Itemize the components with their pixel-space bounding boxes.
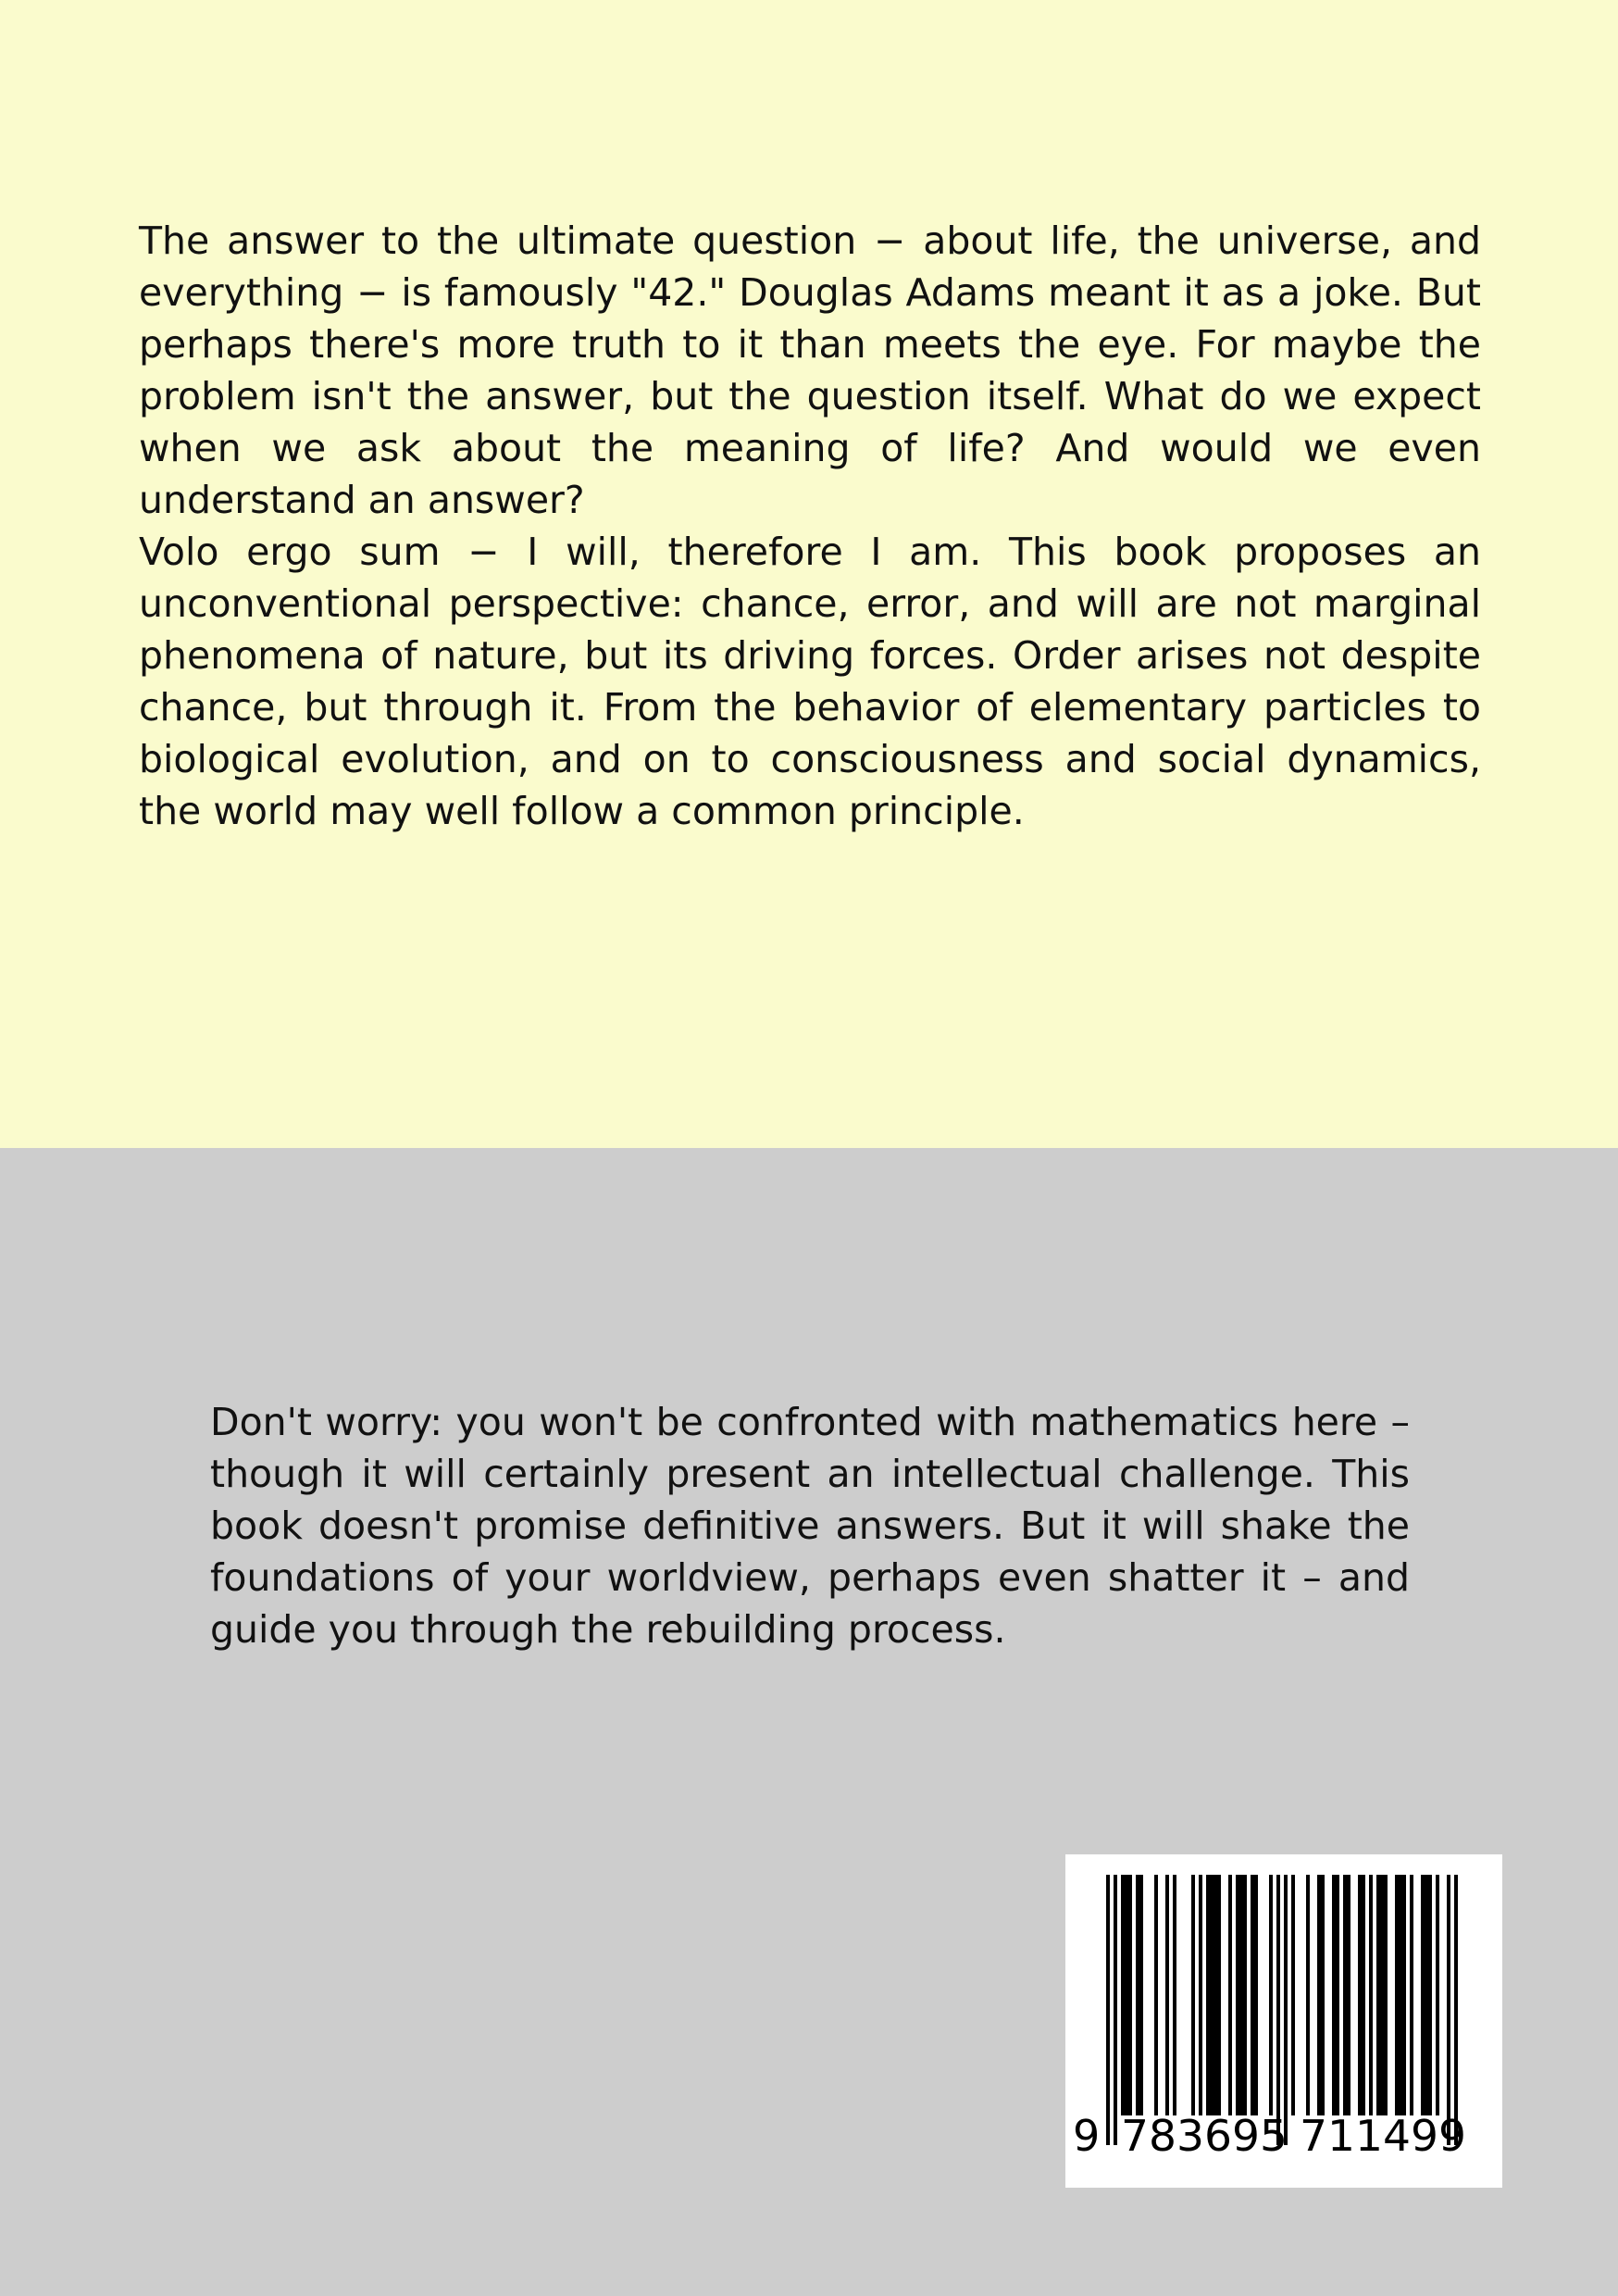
barcode-bar bbox=[1251, 1875, 1254, 2115]
barcode-bar bbox=[1199, 1875, 1202, 2115]
barcode-bars bbox=[1106, 1875, 1458, 2145]
barcode-bar bbox=[1425, 1875, 1428, 2115]
barcode-bar bbox=[1384, 1875, 1388, 2115]
barcode-bar bbox=[1447, 1875, 1450, 2145]
barcode-bar bbox=[1410, 1875, 1413, 2115]
barcode-bar bbox=[1236, 1875, 1239, 2115]
barcode-bar bbox=[1321, 1875, 1325, 2115]
barcode-bar bbox=[1306, 1875, 1310, 2115]
isbn-barcode bbox=[1065, 1854, 1502, 2188]
barcode-bar bbox=[1336, 1875, 1339, 2115]
barcode-bar bbox=[1428, 1875, 1432, 2115]
barcode-bar bbox=[1210, 1875, 1214, 2115]
barcode-bar bbox=[1206, 1875, 1210, 2115]
barcode-bar bbox=[1362, 1875, 1365, 2115]
barcode-bar bbox=[1173, 1875, 1176, 2115]
barcode-graphic bbox=[1065, 1854, 1502, 2188]
barcode-bar bbox=[1125, 1875, 1128, 2115]
barcode-bar bbox=[1317, 1875, 1321, 2115]
blurb-paragraph-1: The answer to the ultimate question − about life, the universe, and everything − is famously "42." Douglas Adams meant it as a joke. But perhaps there's more truth to it than meets the eye. For maybe the problem isn't the answer, but the question itself. What do we expect when we ask about the meaning of life? And would we even understand an answer? bbox=[139, 218, 1481, 522]
barcode-bar bbox=[1347, 1875, 1350, 2115]
barcode-bar bbox=[1165, 1875, 1169, 2115]
barcode-bar bbox=[1380, 1875, 1384, 2115]
barcode-bar bbox=[1399, 1875, 1402, 2115]
barcode-bar bbox=[1239, 1875, 1243, 2115]
blurb-main bbox=[139, 215, 1481, 837]
barcode-bar bbox=[1436, 1875, 1439, 2115]
isbn-left-digits: 783695 bbox=[1121, 2111, 1288, 2161]
blurb-paragraph-2: Volo ergo sum − I will, therefore I am. This book proposes an unconventional perspective: chance, error, and will are not marginal phenomena of nature, but its driving forces. Order arises not despite chance, but through it. From the behavior of elementary particles to biological evolution, and on to consciousness and social dynamics, the world may well follow a common principle. bbox=[139, 530, 1481, 833]
barcode-bar bbox=[1454, 1875, 1458, 2145]
isbn-right-digits: 711499 bbox=[1300, 2111, 1466, 2161]
barcode-bar bbox=[1139, 1875, 1143, 2115]
barcode-bar bbox=[1228, 1875, 1232, 2115]
barcode-bar bbox=[1154, 1875, 1158, 2115]
barcode-bar bbox=[1191, 1875, 1195, 2115]
barcode-bar bbox=[1114, 1875, 1117, 2145]
barcode-bar bbox=[1291, 1875, 1295, 2115]
barcode-bar bbox=[1269, 1875, 1273, 2115]
barcode-bar bbox=[1121, 1875, 1125, 2115]
barcode-bar bbox=[1421, 1875, 1425, 2115]
barcode-bar bbox=[1402, 1875, 1406, 2115]
barcode-bar bbox=[1276, 1875, 1280, 2145]
barcode-bar bbox=[1369, 1875, 1373, 2115]
barcode-bar bbox=[1254, 1875, 1258, 2115]
barcode-bar bbox=[1243, 1875, 1247, 2115]
barcode-bar bbox=[1395, 1875, 1399, 2115]
barcode-bar bbox=[1332, 1875, 1336, 2115]
barcode-bar bbox=[1128, 1875, 1132, 2115]
barcode-bar bbox=[1214, 1875, 1217, 2115]
barcode-bar bbox=[1358, 1875, 1362, 2115]
barcode-bar bbox=[1106, 1875, 1110, 2145]
barcode-bar bbox=[1136, 1875, 1139, 2115]
barcode-bar bbox=[1376, 1875, 1380, 2115]
isbn-lead-digit: 9 bbox=[1073, 2111, 1101, 2161]
barcode-bar bbox=[1284, 1875, 1288, 2145]
barcode-bar bbox=[1217, 1875, 1221, 2115]
barcode-bar bbox=[1343, 1875, 1347, 2115]
reassurance-paragraph: Don't worry: you won't be confronted with mathematics here – though it will certainly present an intellectual challenge. This book doesn't promise definitive answers. But it will shake the foundations of your worldview, perhaps even shatter it – and guide you through the rebuilding process. bbox=[210, 1400, 1410, 1652]
